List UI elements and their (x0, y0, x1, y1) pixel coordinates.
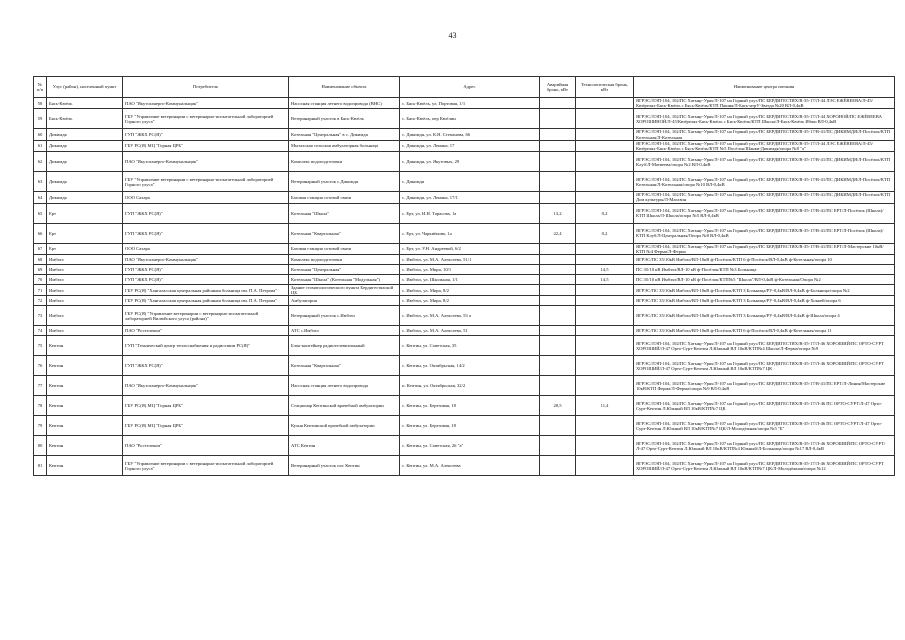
row-power-center: ЯГРЭС/ЛЭП-104, 102/ПС Хатыңг-Урях/Л-107 на Горный улус/ПС БЕРДИГЕСТЯХ/В-35-17/Л-46 ПС ОРТО-СУРТ/Л-47 Орто-Сурт-Кептин Л.Южный ВЛ 10кВ/КТП№7 ЦК (634, 396, 895, 416)
table-row (34, 192, 895, 203)
row-emergency-reserve (540, 255, 576, 265)
row-emergency-reserve: 28,5 (540, 396, 576, 416)
row-emergency-reserve (540, 98, 576, 109)
row-object: Ветеринарный участок пос Кептин (289, 456, 400, 476)
row-object: Стационар Кептинской врачебной амбулатории (289, 396, 400, 416)
row-tech-reserve (576, 140, 634, 151)
table-row (34, 326, 895, 336)
row-number: 70 (34, 275, 47, 285)
row-emergency-reserve (540, 109, 576, 129)
table-body (34, 98, 895, 476)
row-emergency-reserve (540, 243, 576, 254)
row-emergency-reserve (540, 129, 576, 140)
row-consumer: ГУП "ЖКХ РС(Я)" (123, 275, 289, 285)
row-number: 74 (34, 326, 47, 336)
row-settlement: Имбэхэ (47, 306, 123, 326)
row-tech-reserve (576, 98, 634, 109)
row-consumer: ГУП "ЖКХ РС(Я)" (123, 265, 289, 275)
row-object: Кухня Кептинской врачебной амбулатории (289, 416, 400, 436)
row-tech-reserve (576, 296, 634, 306)
row-number: 64 (34, 192, 47, 203)
row-tech-reserve (576, 243, 634, 254)
row-power-center: ЯГРЭС/ЛЭП-104, 102/ПС Хатыңг-Урях/Л-107 на Горный улус/ПС БЕРДИГЕСТЯХ/В-35-17/В-41/ПС ЕРТ/Л-Посёлок (Школа)/КТП Школа/Л-Школа/опора №5 ВЛ-0,4кВ (634, 203, 895, 223)
row-address: с. Имбэхэ, ул. М.А. Алексеева, 51/1 (400, 255, 540, 265)
row-address: с. Дикимдя (400, 172, 540, 192)
row-emergency-reserve (540, 275, 576, 285)
row-emergency-reserve (540, 172, 576, 192)
row-object: Базовая станция сотовой связи (289, 243, 400, 254)
row-tech-reserve: 11,4 (576, 396, 634, 416)
row-object: Котельная "Центральная" (289, 265, 400, 275)
row-settlement: Бясь-Кюёль (47, 109, 123, 129)
row-address: с. Бясь-Кюёль, ул. Портовая, 1/1 (400, 98, 540, 109)
row-power-center: ЯГРЭС/ЛЭП-104, 102/ПС Хатыңг-Урях/Л-107 на Горный улус/ПС БЕРДИГЕСТЯХ/В-35-17/В-41/ПС ЕРТ/Л-Посёлок (Школа)/КТП Клуб/Л-Центральная/Опора №8 ВЛ-0,4кВ (634, 223, 895, 243)
row-emergency-reserve: 22,4 (540, 223, 576, 243)
row-address: с. Дикимдя, ул. Ленина, 17 (400, 140, 540, 151)
row-consumer: ПАО "Ростелеком" (123, 326, 289, 336)
row-number: 80 (34, 436, 47, 456)
row-settlement: Имбэхэ (47, 275, 123, 285)
row-tech-reserve (576, 109, 634, 129)
table-row (34, 140, 895, 151)
row-tech-reserve (576, 326, 634, 336)
row-number: 61 (34, 140, 47, 151)
row-object: Базовая станция сотовой связи (289, 192, 400, 203)
table-header-row (34, 77, 895, 98)
row-object: Котельная "Центральная" в с. Дикимдя (289, 129, 400, 140)
row-consumer: ГУП "ЖКХ РС(Я)" (123, 223, 289, 243)
row-address: с. Кептин, ул. Березовая, 18 (400, 396, 540, 416)
row-power-center: ЯГРЭС/ЛЭП-104, 102/ПС Хатыңг-Урях/Л-107 на Горный улус/ПС БЕРДИГЕСТЯХ/В-35-17/Л-46 ХОРОШИЙ/ПС ОРТО-СУРТ/Л-47 Орто-Сурт-Кептин Л.Южный ВЛ 10кВ/КТП№4 Южный/Л-Больница/опора №17 ВЛ-0,4кВ (634, 436, 895, 456)
row-consumer: ГУП "Технический центр теплоснабжения и радиосвязи РС(Я)" (123, 336, 289, 356)
row-object: Блок-контейнер радиотелевизионный (289, 336, 400, 356)
row-power-center: ЯГРЭС/ЛЭП-104, 102/ПС Хатыңг-Урях/Л-107 на Горный улус/ПС БЕРДИГЕСТЯХ/В-35-17/Л-46 ХОРОШИЙ/ПС ОРТО-СУРТ ХОРОШИЙ/Л-47 Орто-Сурт-Кептин Л.Южный ВЛ 10кВ/КТП№4 Школа/Л-Ферма/опора №9 (634, 336, 895, 356)
row-object: Ветеринарный участок с.Имбэхэ (289, 306, 400, 326)
row-address: п. Кептин, ул. Октябрьская, 32/2 (400, 376, 540, 396)
row-object: Котельная "Школа" (289, 203, 400, 223)
row-emergency-reserve (540, 356, 576, 376)
row-object: АТС с.Имбэхэ (289, 326, 400, 336)
row-number: 72 (34, 296, 47, 306)
row-emergency-reserve (540, 336, 576, 356)
row-address: с. Ерт, ул. И.Н. Тарасова, 1а (400, 203, 540, 223)
row-power-center: ЯГРЭС/ПС 35/10кВ Имбэхэ/ВЛ-10кВ ф-Посёлок/КТП 3 Больница/РУ-0,4кВ/ВЛ-0,4кВ ф-Больница/опора №2 (634, 285, 895, 296)
row-power-center: ЯГРЭС/ЛЭП-104, 102/ПС Хатыңг-Урях/Л-107 на Горный улус/ПС БЕРДИГЕСТЯХ/В-35-17/Л-44 ЛЭС ЕЖЁВЕЕВА/Л-45/Кюёрелях-Бясь-Кюёль с Бясь-Кюёль/КТП №5 Посёлок/Шанки-Дикимдя/опора №8 "а" (634, 140, 895, 151)
table-row (34, 275, 895, 285)
row-consumer: ГБУ РС(Я) МЦ "Горная ЦРБ" (123, 396, 289, 416)
row-power-center: ПС 35/10 кВ Имбэхэ/ВЛ-10 кВ ф-Посёлок/КТП №3 Больница (634, 265, 895, 275)
row-emergency-reserve: 13,2 (540, 203, 576, 223)
row-number: 77 (34, 376, 47, 396)
row-number: 60 (34, 129, 47, 140)
row-number: 76 (34, 356, 47, 376)
header-power-center: Наименование центра питания (634, 77, 895, 98)
row-number: 66 (34, 223, 47, 243)
row-consumer: ООО Сахара (123, 243, 289, 254)
row-address: с. Бясь-Кюёль, пер Кюёлин (400, 109, 540, 129)
row-tech-reserve (576, 416, 634, 436)
row-power-center: ЯГРЭС/ЛЭП-104, 102/ПС Хатыңг-Урях/Л-107 на Горный улус/ПС БЕРДИГЕСТЯХ/В-35-17/В-41/ПС ДИКИМДЯ/Л-Посёлок/КТП Клуб/Л-Матвеева/опора №2 ВЛ-0,4кВ (634, 152, 895, 172)
table-row (34, 306, 895, 326)
row-consumer: ПАО "Якутскэнерго-Коммунальщик" (123, 98, 289, 109)
row-tech-reserve (576, 192, 634, 203)
row-emergency-reserve (540, 436, 576, 456)
table-row (34, 203, 895, 223)
table-row (34, 109, 895, 129)
row-address: с. Имбэхэ, ул. Мира, 10/1 (400, 265, 540, 275)
row-settlement: Имбэхэ (47, 265, 123, 275)
header-settlement: Улус (район), населенный пункт (47, 77, 123, 98)
row-settlement: Дикимдя (47, 152, 123, 172)
table-row (34, 255, 895, 265)
row-power-center: ЯГРЭС/ЛЭП-104, 102/ПС Хатыңг-Урях/Л-107 на Горный улус/ПС БЕРДИГЕСТЯХ/В-35-17/Л-46 ПС ОРТО-СУРТ/Л-47 Орто-Сурт-Кептин Л.Южный ВЛ 10кВ/КТП№7 ЦК/Л-Молодёжная/опора №5 "Б" (634, 416, 895, 436)
row-emergency-reserve (540, 326, 576, 336)
row-power-center: ЯГРЭС/ЛЭП-104, 102/ПС Хатыңг-Урях/Л-107 на Горный улус/ПС БЕРДИГЕСТЯХ/В-35-17/Л-46 ХОРОШИЙ/ПС ОРТО-СУРТ ХОРОШИЙ/Л-47 Орто-Сурт-Кептин Л.Южный ВЛ 10кВ/КТП№7 ЦК (634, 356, 895, 376)
row-object: Котельная "Школа" (Котельная "Модульная") (289, 275, 400, 285)
table-row (34, 172, 895, 192)
table-row (34, 436, 895, 456)
row-power-center: ЯГРЭС/ЛЭП-104, 102/ПС Хатыңг-Урях/Л-107 на Горный улус/ПС БЕРДИГЕСТЯХ/В-35-17/В-41/ПС ДИКИМДЯ/Л-Посёлок/КТП Дом культуры/Л-Магазин (634, 192, 895, 203)
row-tech-reserve (576, 376, 634, 396)
row-object: Ветеринарный участок с.Дикимдя (289, 172, 400, 192)
row-address: с. Имбэхэ, ул. М.А. Алексеева, 53 а (400, 306, 540, 326)
row-number: 81 (34, 456, 47, 476)
header-object: Наименование объекта (289, 77, 400, 98)
table-row (34, 152, 895, 172)
power-reserve-table (33, 76, 895, 476)
row-settlement: Дикимдя (47, 172, 123, 192)
table-row (34, 356, 895, 376)
row-tech-reserve (576, 456, 634, 476)
row-power-center: ЯГРЭС/ЛЭП-104, 102/ПС Хатыңг-Урях/Л-107 на Горный улус/ПС БЕРДИГЕСТЯХ/В-35-17/В-41/ПС ДИКИМДЯ/Л-Посёлок/КТП Котельная/Л-Котельная (634, 129, 895, 140)
row-number: 62 (34, 152, 47, 172)
table-row (34, 243, 895, 254)
row-power-center: ЯГРЭС/ЛЭП-104, 102/ПС Хатыңг-Урях/Л-107 на Горный улус/ПС БЕРДИГЕСТЯХ/В-35-17/Л-46 ХОРОШИЙ/ПС ОРТО-СУРТ ХОРОШИЙ/Л-47 Орто-Сурт-Кептин Л.Южный ВЛ 10кВ/КТП№7 ЦК/Л-Молодёжная/опора №12 (634, 456, 895, 476)
row-tech-reserve (576, 152, 634, 172)
row-address: с. Дикимдя, ул. Ленина, 17/1 (400, 192, 540, 203)
row-address: с. Имбэхэ, ул. Школьная, 1/1 (400, 275, 540, 285)
row-emergency-reserve (540, 416, 576, 436)
row-settlement: Кептин (47, 456, 123, 476)
table-row (34, 223, 895, 243)
row-object: Мытахская сельская амбулаторная больница (289, 140, 400, 151)
row-address: с. Кептин, ул. Березовая, 18 (400, 416, 540, 436)
row-settlement: Бясь-Кюёль (47, 98, 123, 109)
row-object: Комплекс водоподготовки (289, 152, 400, 172)
row-settlement: Кептин (47, 376, 123, 396)
row-emergency-reserve (540, 456, 576, 476)
row-number: 58 (34, 98, 47, 109)
header-address: Адрес (400, 77, 540, 98)
row-power-center: ЯГРЭС/ПС 35/10кВ Имбэхэ/ВЛ-10кВ ф-Посёлок/КТП 3 Больница/РУ-0,4кВ/ВЛ-0,4кВ ф-Школа/опора 4 (634, 306, 895, 326)
row-number: 73 (34, 306, 47, 326)
row-consumer: ГБУ РС(Я) "Хангаласская центральная районная больница им. П.А. Петрова" (123, 296, 289, 306)
row-number: 67 (34, 243, 47, 254)
row-number: 65 (34, 203, 47, 223)
table-row (34, 376, 895, 396)
row-tech-reserve (576, 172, 634, 192)
table-row (34, 129, 895, 140)
row-address: с. Имбэхэ, ул. Мира, 8/2 (400, 285, 540, 296)
row-emergency-reserve (540, 306, 576, 326)
row-tech-reserve (576, 285, 634, 296)
row-number: 68 (34, 255, 47, 265)
row-settlement: Дикимдя (47, 140, 123, 151)
row-settlement: Имбэхэ (47, 296, 123, 306)
row-settlement: Имбэхэ (47, 255, 123, 265)
table-row (34, 98, 895, 109)
row-settlement: Кептин (47, 396, 123, 416)
row-tech-reserve (576, 255, 634, 265)
header-consumer: Потребитель (123, 77, 289, 98)
row-object: Амбулатория (289, 296, 400, 306)
row-tech-reserve: 14,5 (576, 265, 634, 275)
row-address: с. Дикимдя, ул. К.Н. Степанова, 66 (400, 129, 540, 140)
row-object: АТС Кептин (289, 436, 400, 456)
row-address: с. Кептин, ул. Советская, 26 "а" (400, 436, 540, 456)
row-object: Котельная "Квартальная" (289, 223, 400, 243)
row-tech-reserve (576, 356, 634, 376)
row-tech-reserve (576, 436, 634, 456)
row-consumer: ПАО "Якутскэнерго-Коммунальщик" (123, 255, 289, 265)
row-object: Котельная "Квартальная" (289, 356, 400, 376)
row-tech-reserve (576, 129, 634, 140)
row-object: Комплекс водоподготовки (289, 255, 400, 265)
row-address: с. Кептин, ул. М.А. Алексеева (400, 456, 540, 476)
row-emergency-reserve (540, 285, 576, 296)
row-consumer: ГБУ "Управление ветеринарии с ветеринарно-испытательной лабораторией Горного улуса" (123, 172, 289, 192)
table-row (34, 285, 895, 296)
row-tech-reserve (576, 306, 634, 326)
row-consumer: ПАО "Ростелеком" (123, 436, 289, 456)
row-settlement: Ерт (47, 203, 123, 223)
row-consumer: ГБУ РС(Я) "Хангаласская центральная районная больница им. П.А. Петрова" (123, 285, 289, 296)
row-address: с. Ерт, ул. Чаркиёнова, 1а (400, 223, 540, 243)
row-power-center: ЯГРЭС/ЛЭП-104, 102/ПС Хатыңг-Урях/Л-107 на Горный улус/ПС БЕРДИГЕСТЯХ/В-35-17/В-41/ПС ЕРТ/Л-Линия/Мастерские 10кВ/КТП Ферма/Л-Ферма/опора №9 ВЛ-0,4кВ (634, 376, 895, 396)
row-power-center: ЯГРЭС/ЛЭП-104, 102/ПС Хатыңг-Урях/Л-107 на Горный улус/ПС БЕРДИГЕСТЯХ/В-35-17/В-41/ПС ЕРТ/Л-Мастерские 10кВ/КТП №4 Ферма/Л-Ферма (634, 243, 895, 254)
row-address: с. Кептин, ул. Октябрьская, 14/2 (400, 356, 540, 376)
row-consumer: ГБУ РС(Я) МЦ "Горная ЦРБ" (123, 416, 289, 436)
row-number: 69 (34, 265, 47, 275)
row-emergency-reserve (540, 376, 576, 396)
row-power-center: ЯГРЭС/ЛЭП-104, 102/ПС Хатыңг-Урях/Л-107 на Горный улус/ПС БЕРДИГЕСТЯХ/В-35-17/Л-44 ЛЭС ЕЖЁВЕЕВА/Л-45/Кюёрелях-Бясь-Кюёль с Бясь-Кюёль/КТП Пашня/Л-Бясь-нтрУ-Звезда №20 ВЛ-0,4кВ (634, 98, 895, 109)
page-number: 43 (448, 31, 457, 40)
row-emergency-reserve (540, 152, 576, 172)
row-tech-reserve: 0,2 (576, 203, 634, 223)
row-tech-reserve: 14,5 (576, 275, 634, 285)
row-consumer: ГУП "ЖКХ РС(Я)" (123, 203, 289, 223)
row-consumer: ГУП "ЖКХ РС(Я)" (123, 129, 289, 140)
row-tech-reserve: 0,2 (576, 223, 634, 243)
row-power-center: ЯГРЭС/ПС 35/10кВ Имбэхэ/ВЛ-10кВ ф-Посёлок/КТП 6 ф-Посёлок/ВЛ-0,4кВ ф-Котельная/опора 11 (634, 326, 895, 336)
row-emergency-reserve (540, 192, 576, 203)
row-settlement: Кептин (47, 436, 123, 456)
row-settlement: Кептин (47, 336, 123, 356)
header-tech-reserve: Технологическая бронь, кВт (576, 77, 634, 98)
table-row (34, 396, 895, 416)
row-emergency-reserve (540, 265, 576, 275)
row-number: 71 (34, 285, 47, 296)
row-number: 75 (34, 336, 47, 356)
row-power-center: ЯГРЭС/ЛЭП-104, 102/ПС Хатыңг-Урях/Л-107 на Горный улус/ПС БЕРДИГЕСТЯХ/В-35-17/Л-44 ХОРОНОЙ/ПС ЕЖЁВЕЕВА ХОРОШИНОЙ/Л-45/Кюёрелях-Бясь-Кюёль с Бясь-Кюёль/КТП Школа/Л-Бясь-Кюёль Ибжи ВЛ-0,4кВ (634, 109, 895, 129)
row-settlement: Имбэхэ (47, 326, 123, 336)
row-settlement: Ерт (47, 223, 123, 243)
row-power-center: ЯГРЭС/ЛЭП-104, 102/ПС Хатыңг-Урях/Л-107 на Горный улус/ПС БЕРДИГЕСТЯХ/В-35-17/В-41/ПС ДИКИМДЯ/Л-Посёлок/КТП Котельная/Л-Котельная/опора №10 ВЛ-0,4кВ (634, 172, 895, 192)
row-emergency-reserve (540, 296, 576, 306)
row-power-center: ЯГРЭС/ПС 35/10кВ Имбэхэ/ВЛ-10кВ ф-Посёлок/КТП 3 Больница/РУ-0,4кВ/ВЛ-0,4кВ ф-Хоккей/опора 6 (634, 296, 895, 306)
row-consumer: ПАО "Якутскэнерго-Коммунальщик" (123, 376, 289, 396)
row-consumer: ГУП "ЖКХ РС(Я)" (123, 356, 289, 376)
table-row (34, 416, 895, 436)
row-settlement: Дикимдя (47, 192, 123, 203)
row-number: 78 (34, 396, 47, 416)
header-emergency-reserve: Аварийная бронь, кВт (540, 77, 576, 98)
row-power-center: ЯГРЭС/ПС 35/10кВ Имбэхэ/ВЛ-10кВ ф-Посёлок/КТП 6 ф-Посёлок/ВЛ-0,4кВ ф-Котельная/опора 10 (634, 255, 895, 265)
row-consumer: ГБУ РС(Я) "Управление ветеринарии с ветеринарно-испытательной лабораторией Вилюйского улуса (района)" (123, 306, 289, 326)
table-row (34, 296, 895, 306)
row-settlement: Имбэхэ (47, 285, 123, 296)
row-settlement: Ерт (47, 243, 123, 254)
row-address: с. Дикимдя, ул. Якутовых, 29 (400, 152, 540, 172)
row-consumer: ГБУ РС(Я) МЦ "Горная ЦРБ" (123, 140, 289, 151)
row-object: Здание стоматологического пункта Бердигестяхской ЦБ (289, 285, 400, 296)
row-object: Насосная станция летнего водопровода (289, 376, 400, 396)
row-address: с. Имбэхэ, ул. М.А. Алексеева, 51 (400, 326, 540, 336)
row-tech-reserve (576, 336, 634, 356)
table-row (34, 336, 895, 356)
row-consumer: ГБУ "Управление ветеринарии с ветеринарно-испытательной лабораторией Горного улуса" (123, 109, 289, 129)
row-power-center: ПС 35/10 кВ Имбэхэ/ВЛ-10 кВ ф-Посёлок/КТП№5 "Школа"/ВЛ-0,4кВ ф-Котельная/Опора №2 (634, 275, 895, 285)
row-consumer: ПАО "Якутскэнерго-Коммунальщик" (123, 152, 289, 172)
row-settlement: Дикимдя (47, 129, 123, 140)
row-object: Ветеринарный участок в Бясь-Кюёль (289, 109, 400, 129)
row-settlement: Кептин (47, 356, 123, 376)
table-row (34, 265, 895, 275)
row-consumer: ООО Сахара (123, 192, 289, 203)
row-object: Насосная станция летнего водопровода (ВНС) (289, 98, 400, 109)
row-number: 63 (34, 172, 47, 192)
row-consumer: ГБУ "Управление ветеринарии с ветеринарно-испытательной лабораторией Горного улуса" (123, 456, 289, 476)
row-number: 79 (34, 416, 47, 436)
row-emergency-reserve (540, 140, 576, 151)
row-address: с. Имбэхэ, ул. Мира, 8/2 (400, 296, 540, 306)
table-row (34, 456, 895, 476)
row-address: с. Кептин, ул. Советская, 35 (400, 336, 540, 356)
row-address: с. Ерт, ул. У.Н. Андреевой, 6/2 (400, 243, 540, 254)
row-number: 59 (34, 109, 47, 129)
header-number: № п/п (34, 77, 47, 98)
row-settlement: Кептин (47, 416, 123, 436)
